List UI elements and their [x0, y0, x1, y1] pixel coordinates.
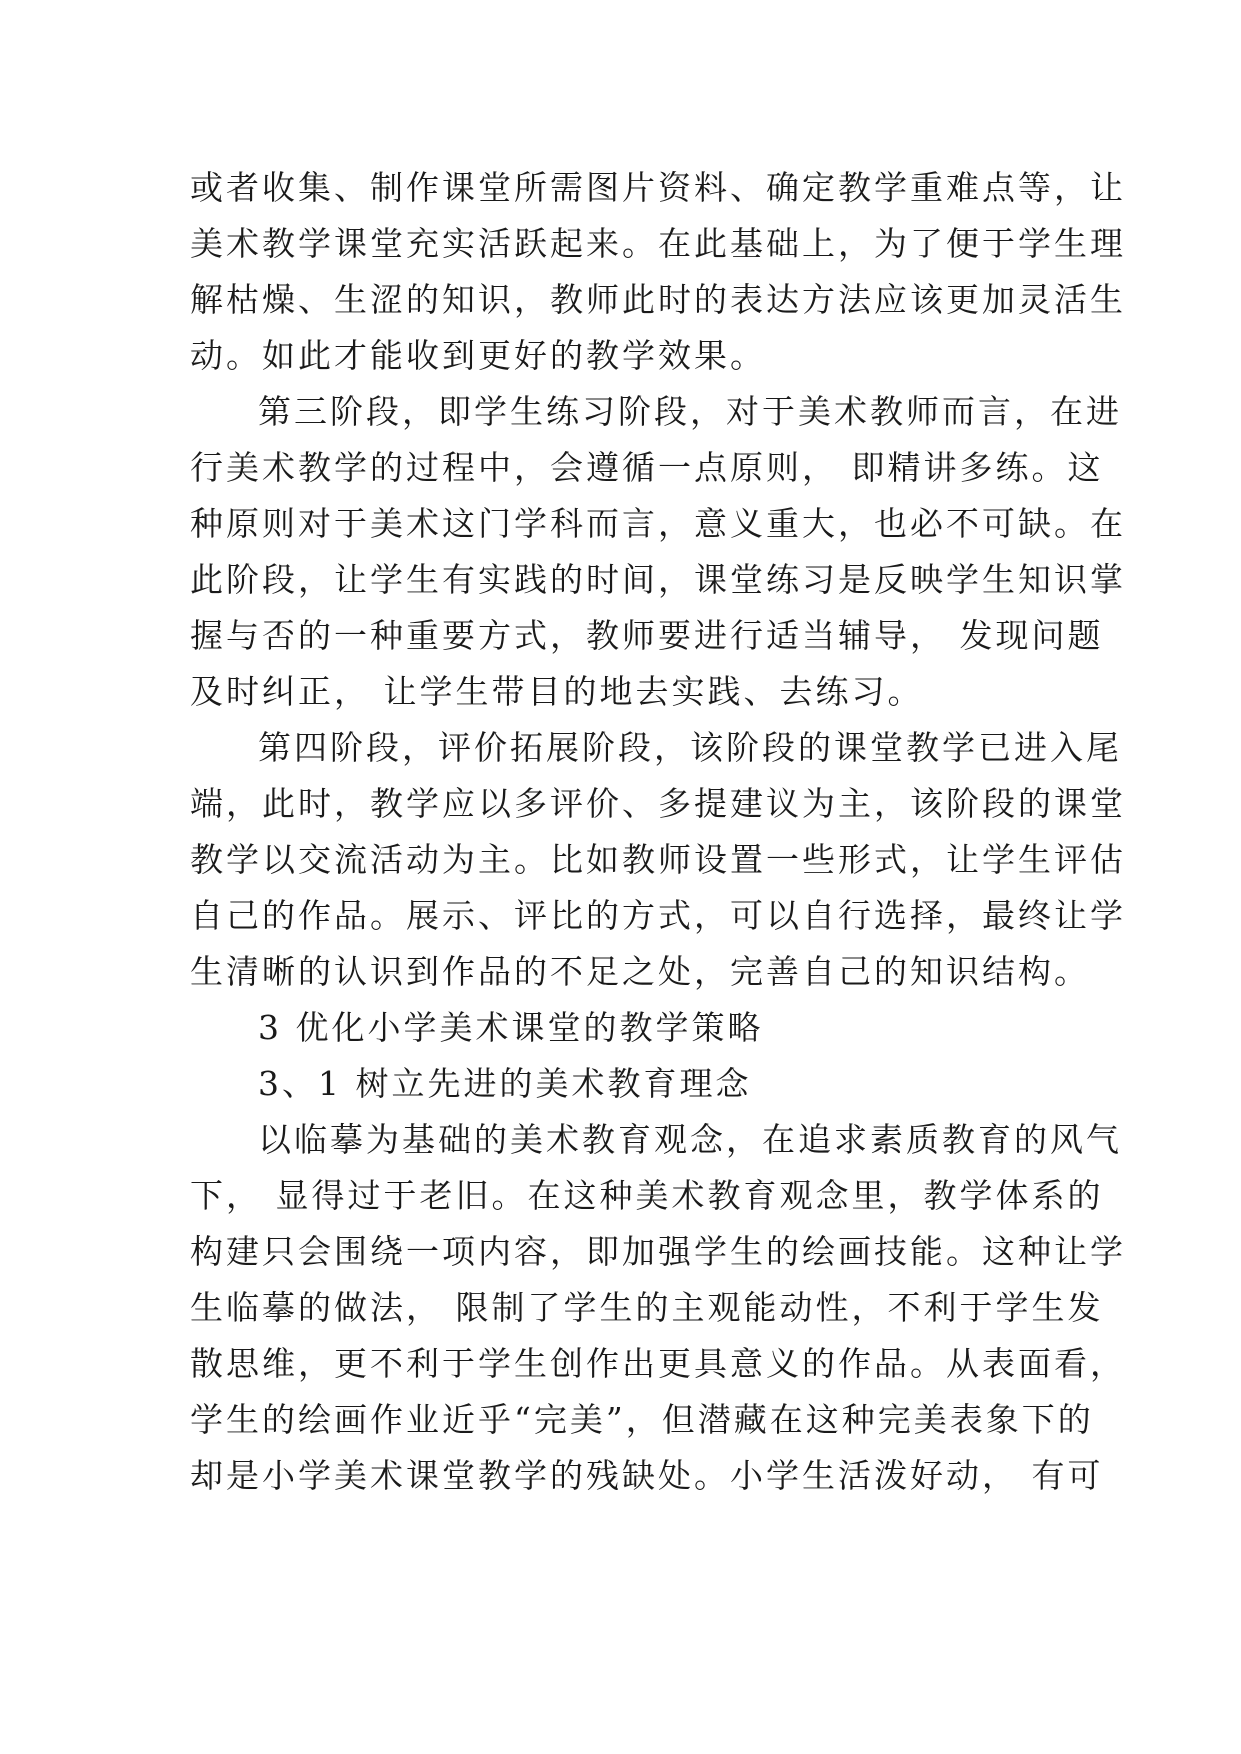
text-line: 下， 显得过于老旧。在这种美术教育观念里，教学体系的: [190, 1176, 1104, 1215]
text-line: 生临摹的做法， 限制了学生的主观能动性，不利于学生发: [190, 1288, 1104, 1327]
text-line: 此阶段，让学生有实践的时间，课堂练习是反映学生知识掌: [190, 560, 1126, 599]
text-line: 自己的作品。展示、评比的方式，可以自行选择，最终让学: [190, 896, 1126, 935]
text-line: 生清晰的认识到作品的不足之处，完善自己的知识结构。: [190, 952, 1090, 991]
section-heading: 3 优化小学美术课堂的教学策略: [258, 1008, 764, 1047]
text-line: 散思维，更不利于学生创作出更具意义的作品。从表面看，: [190, 1344, 1126, 1383]
text-line: 却是小学美术课堂教学的残缺处。小学生活泼好动， 有可: [190, 1456, 1104, 1495]
text-line: 及时纠正， 让学生带目的地去实践、去练习。: [190, 672, 924, 711]
text-line: 教学以交流活动为主。比如教师设置一些形式，让学生评估: [190, 840, 1126, 879]
text-line: 端，此时，教学应以多评价、多提建议为主，该阶段的课堂: [190, 784, 1126, 823]
body-text: [190, 160, 1126, 1504]
text-line: 解枯燥、生涩的知识，教师此时的表达方法应该更加灵活生: [190, 280, 1126, 319]
text-line: 握与否的一种重要方式，教师要进行适当辅导， 发现问题: [190, 616, 1104, 655]
text-line: 行美术教学的过程中，会遵循一点原则， 即精讲多练。这: [190, 448, 1104, 487]
text-line: 学生的绘画作业近乎“完美”，但潜藏在这种完美表象下的: [190, 1400, 1094, 1439]
paragraph-first-line: 第三阶段，即学生练习阶段，对于美术教师而言，在进: [258, 392, 1122, 431]
text-line: 美术教学课堂充实活跃起来。在此基础上，为了便于学生理: [190, 224, 1126, 263]
text-line: 种原则对于美术这门学科而言，意义重大，也必不可缺。在: [190, 504, 1126, 543]
text-line: 构建只会围绕一项内容，即加强学生的绘画技能。这种让学: [190, 1232, 1126, 1271]
text-line: 动。如此才能收到更好的教学效果。: [190, 336, 766, 375]
paragraph-first-line: 第四阶段，评价拓展阶段，该阶段的课堂教学已进入尾: [258, 728, 1122, 767]
text-line: 或者收集、制作课堂所需图片资料、确定教学重难点等，让: [190, 168, 1126, 207]
subsection-heading: 3、1 树立先进的美术教育理念: [258, 1064, 752, 1103]
paragraph-first-line: 以临摹为基础的美术教育观念，在追求素质教育的风气: [258, 1120, 1122, 1159]
